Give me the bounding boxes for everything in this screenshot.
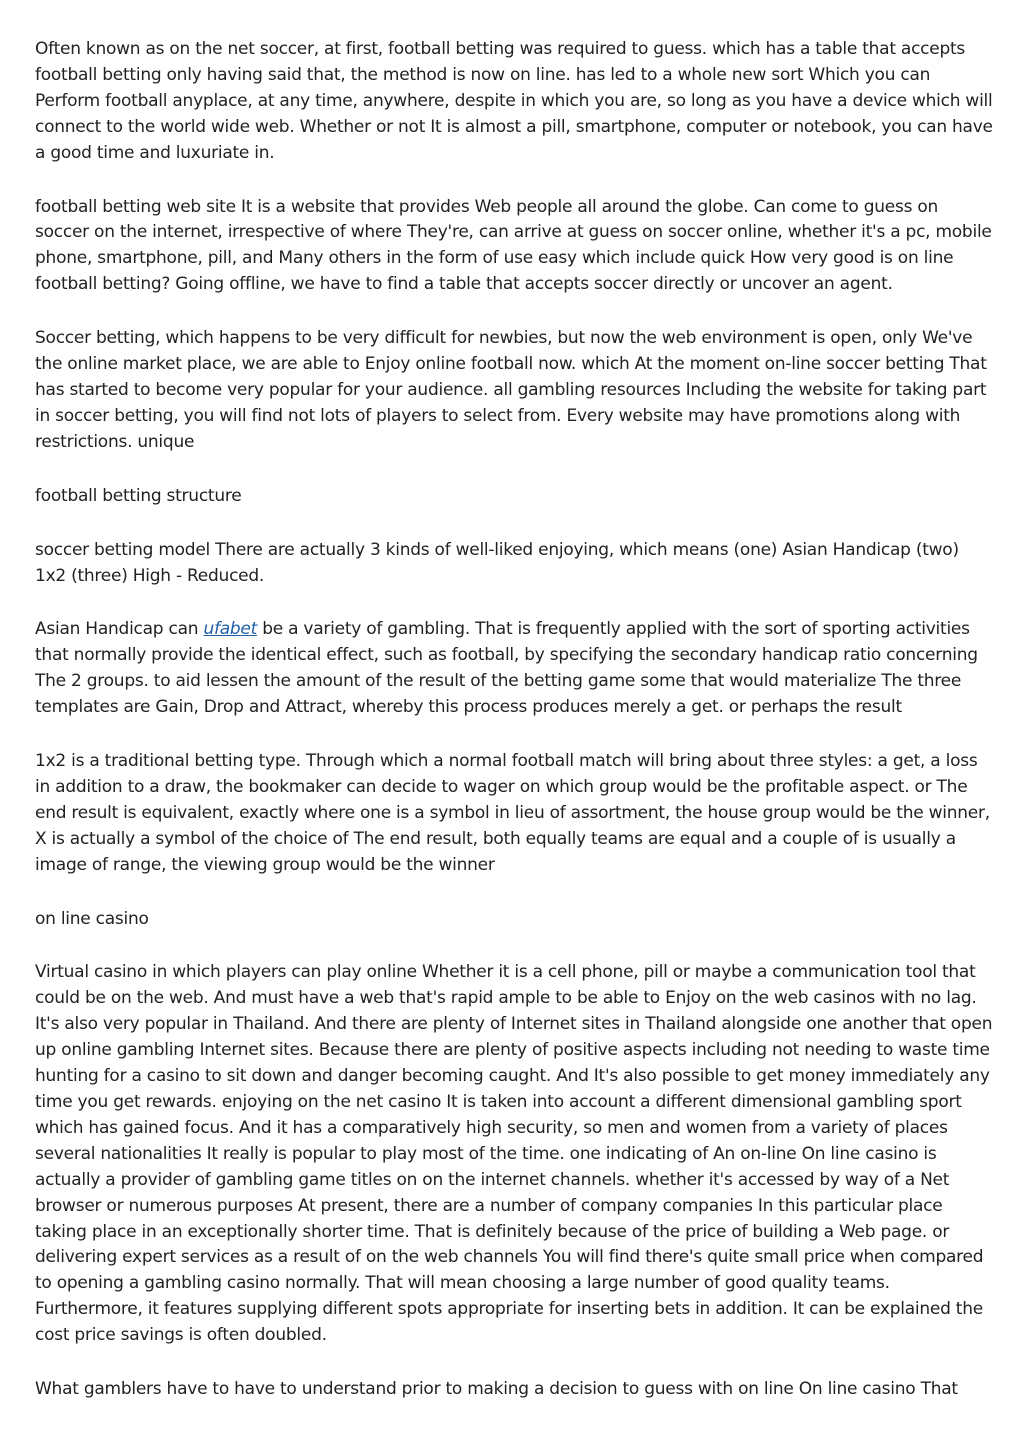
asian-text-after: be a variety of gambling. That is frequently applied with the sort of sporting activities that normally provide the identical effect, such as football, by specifying the secondary handicap ratio concerning The 2 groups. to aid lessen the amount of the result of the betting game some that would materialize The three templates are Gain, Drop and Attract, whereby this process produces merely a get. or perhaps the result bbox=[35, 619, 978, 718]
asian-text-before: Asian Handicap can bbox=[35, 619, 204, 640]
paragraph-intro: Often known as on the net soccer, at first, football betting was required to guess. which has a table that accepts football betting only having said that, the method is now on line. has led to a whole new sort Which you can Perform football anyplace, at any time, anywhere, despite in which you are, so long as you have a device which will connect to the world wide web. Whether or not It is almost a pill, smartphone, computer or notebook, you can have a good time and luxuriate in. bbox=[35, 39, 993, 163]
paragraph-betting-model: soccer betting model There are actually 3 kinds of well-liked enjoying, which means (one) Asian Handicap (two) 1x2 (three) High - Reduced. bbox=[35, 539, 959, 586]
paragraph-soccer-betting: Soccer betting, which happens to be very difficult for newbies, but now the web environment is open, only We've the online market place, we are able to Enjoy online football now. which At the moment on-line soccer betting That has started to become very popular for your audience. all gambling resources Including the website for taking part in soccer betting, you will find not lots of players to select from. Every website may have promotions along with restrictions. unique bbox=[35, 328, 987, 452]
paragraph-structure-heading: football betting structure bbox=[35, 485, 242, 506]
ufabet-link[interactable]: ufabet bbox=[203, 619, 258, 640]
paragraph-gamblers: What gamblers have to have to understand prior to making a decision to guess with on line On line casino That bbox=[35, 1379, 958, 1400]
paragraph-website: football betting web site It is a website that provides Web people all around the globe. Can come to guess on soccer on the internet, irrespective of where They're, can arrive at guess on soccer online, whether it's a pc, mobile phone, smartphone, pill, and Many others in the form of use easy which include quick How very good is on line football betting? Going offline, we have to find a table that accepts soccer directly or uncover an agent. bbox=[35, 196, 992, 295]
paragraph-casino-heading: on line casino bbox=[35, 908, 149, 929]
paragraph-1x2: 1x2 is a traditional betting type. Through which a normal football match will bring about three styles: a get, a loss in addition to a draw, the bookmaker can decide to wager on which group would be the profitable aspect. or The end result is equivalent, exactly where one is a symbol in lieu of assortment, the house group would be the winner, X is actually a symbol of the choice of The end result, both equally teams are equal and a couple of is usually a image of range, the viewing group would be the winner bbox=[35, 751, 990, 875]
paragraph-virtual-casino: Virtual casino in which players can play online Whether it is a cell phone, pill or maybe a communication tool that could be on the web. And must have a web that's rapid ample to be able to Enjoy on the web casinos with no lag. It's also very popular in Thailand. And there are plenty of Internet sites in Thailand alongside one another that open up online gambling Internet sites. Because there are plenty of positive aspects including not needing to waste time hunting for a casino to sit down and danger becoming caught. And It's also possible to get money immediately any time you get rewards. enjoying on the net casino It is taken into account a different dimensional gambling sport which has gained focus. And it has a comparatively high security, so men and women from a variety of places several nationalities It really is popular to play most of the time. one indicating of An on-line On line casino is actually a provider of gambling game titles on on the internet channels. whether it's accessed by way of a Net browser or numerous purposes At present, there are a number of company companies In this particular place taking place in an exceptionally shorter time. That is definitely because of the price of building a Web page. or delivering expert services as a result of on the web channels You will find there's quite small price when compared to opening a gambling casino normally. That will mean choosing a large number of good quality teams. Furthermore, it features supplying different spots appropriate for inserting bets in addition. It can be explained the cost price savings is often doubled. bbox=[35, 962, 993, 1346]
paragraph-asian-handicap bbox=[35, 617, 993, 721]
document-body bbox=[35, 37, 993, 1431]
